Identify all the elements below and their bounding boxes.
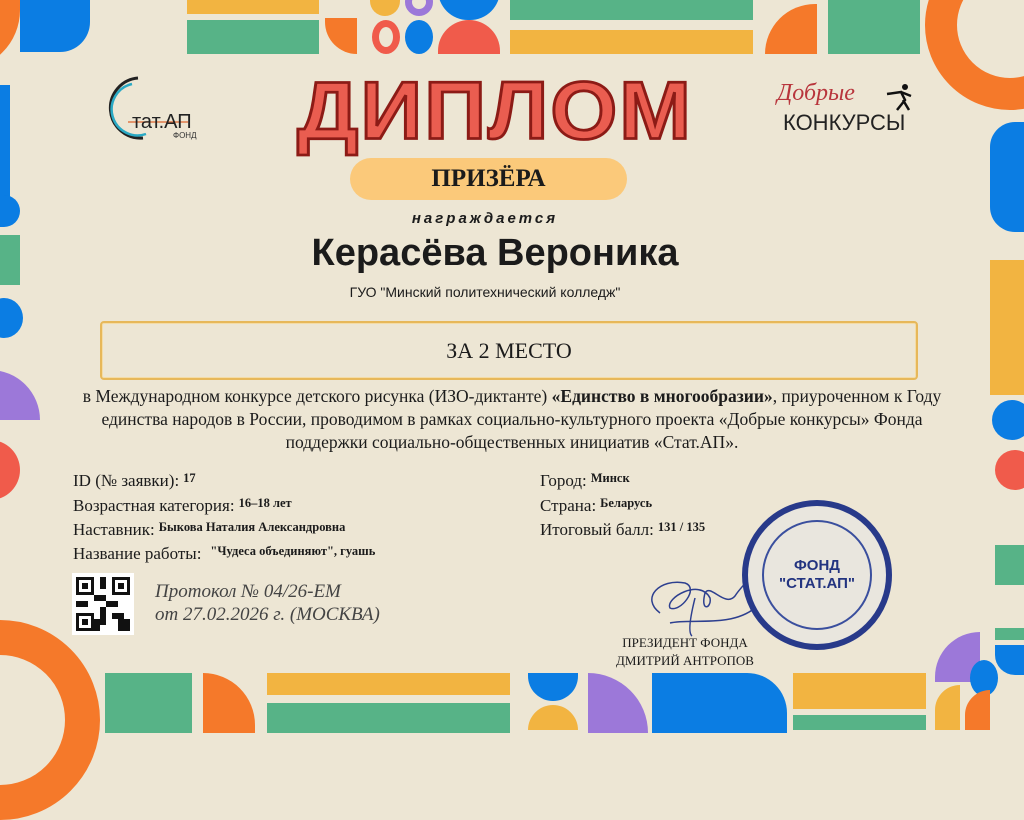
svg-text:тат.АП: тат.АП [132, 111, 192, 133]
logo-script: Добрые [777, 80, 855, 106]
detail-label: ID (№ заявки): [73, 471, 180, 490]
place-box [100, 321, 918, 380]
detail-score [540, 520, 705, 540]
detail-value: 131 / 135 [657, 520, 706, 534]
protocol [155, 580, 380, 626]
detail-mentor [73, 520, 345, 540]
protocol-number: Протокол № 04/26-ЕМ [155, 581, 341, 602]
detail-country [540, 496, 652, 516]
stamp [742, 500, 892, 650]
detail-id [73, 471, 196, 491]
detail-value: Минск [590, 471, 630, 485]
detail-city [540, 471, 630, 491]
winner-type-badge: ПРИЗЁРА [350, 158, 627, 200]
diploma-title: ДИПЛОМ [297, 65, 693, 157]
detail-value: Быкова Наталия Александровна [158, 520, 346, 534]
detail-age [73, 496, 292, 516]
recipient-organization: ГУО "Минский политехнический колледж" [349, 284, 621, 300]
signer [600, 634, 770, 670]
detail-label: Название работы: [73, 544, 202, 563]
description-pre: в Международном конкурсе детского рисунка (ИЗО-диктанте) [82, 386, 552, 406]
detail-label: Город: [540, 471, 587, 490]
recipient-name: Керасёва Вероника [311, 232, 679, 274]
detail-value: Беларусь [600, 496, 653, 510]
signer-name: ДМИТРИЙ АНТРОПОВ [616, 653, 754, 668]
detail-value: "Чудеса объединяют", гуашь [210, 544, 376, 558]
place-text: ЗА 2 МЕСТО [446, 337, 572, 363]
protocol-date: от 27.02.2026 г. (МОСКВА) [155, 604, 380, 625]
qr-code[interactable] [72, 573, 134, 635]
logo-sub: ФОНД [173, 131, 197, 140]
detail-label: Наставник: [73, 520, 155, 539]
signer-title: ПРЕЗИДЕНТ ФОНДА [622, 635, 748, 650]
logo-text: КОНКУРСЫ [783, 110, 906, 135]
description-post: , приуроченном к Году единства народов в России, проводимом в рамках социально-культурного проекта «Добрые конкурсы» Фонда поддержки социально-общественных инициатив «Стат.АП». [101, 386, 942, 452]
stamp-line: ФОНД [794, 557, 840, 574]
stamp-line: "СТАТ.АП" [778, 575, 856, 592]
detail-value: 16–18 лет [238, 496, 292, 510]
description [60, 385, 964, 454]
detail-work [73, 544, 375, 564]
detail-label: Итоговый балл: [540, 520, 654, 539]
detail-label: Страна: [540, 496, 597, 515]
awarded-label: награждается [411, 210, 559, 227]
detail-value: 17 [183, 471, 196, 485]
detail-label: Возрастная категория: [73, 496, 235, 515]
contest-name: «Единство в многообразии» [551, 386, 773, 406]
